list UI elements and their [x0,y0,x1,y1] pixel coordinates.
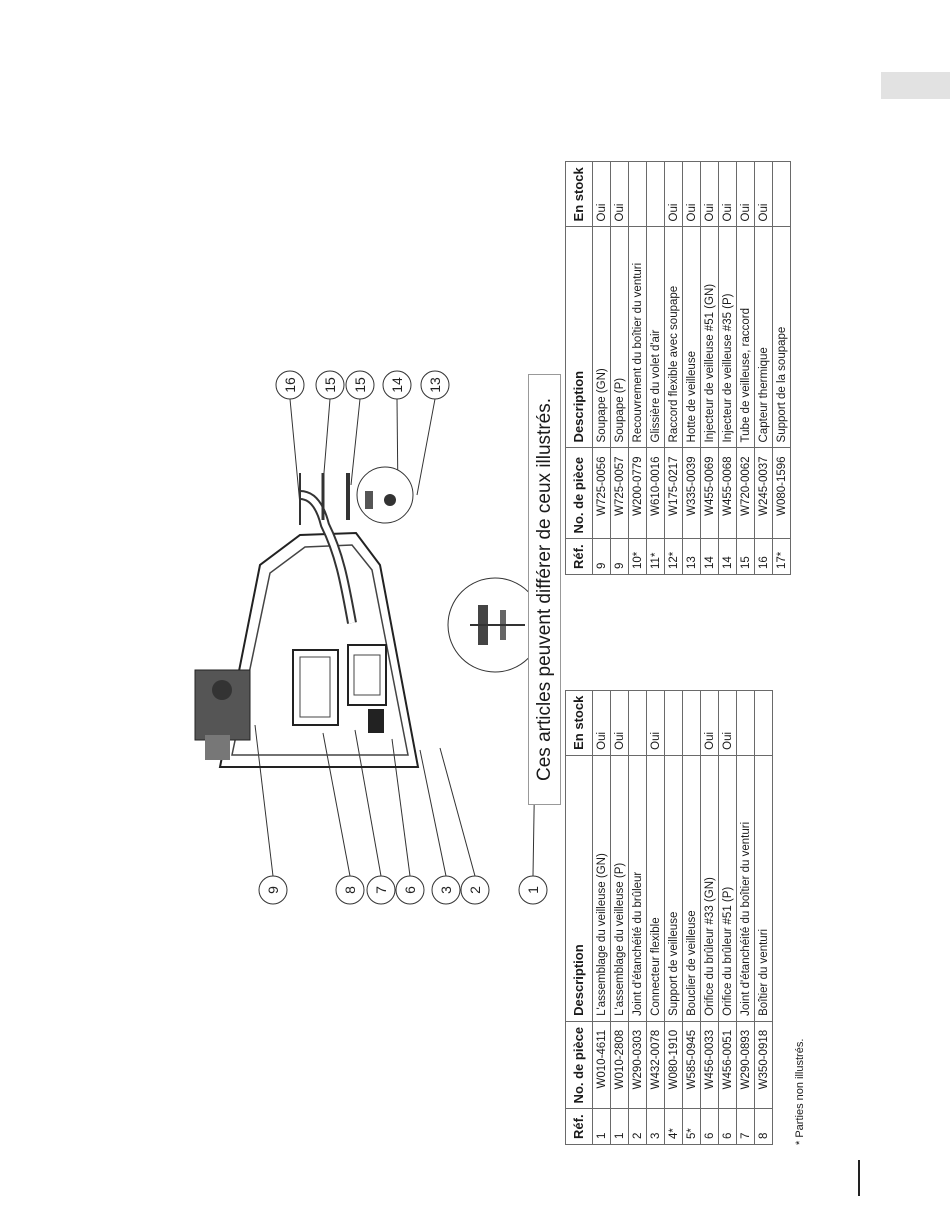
cell-description: Recouvrement du boîtier du venturi [629,227,647,448]
table-row [611,162,629,575]
venturi-box [293,650,338,725]
cell-ref: 7 [737,1109,755,1145]
cell-in-stock: Oui [701,162,719,227]
cell-ref: 10* [629,539,647,575]
cell-ref: 8 [755,1109,773,1145]
cell-in-stock [629,690,647,755]
cell-in-stock: Oui [755,162,773,227]
cell-part-number: W080-1910 [665,1021,683,1109]
cell-ref: 13 [683,539,701,575]
table-row [683,162,701,575]
cell-ref: 9 [611,539,629,575]
table-row [701,690,719,1144]
cell-description: Connecteur flexible [647,755,665,1021]
svg-text:2: 2 [467,886,483,894]
parts-table-right [565,161,791,575]
cell-ref: 4* [665,1109,683,1145]
cell-description: Orifice du brûleur #33 (GN) [701,755,719,1021]
page-number-rule [858,1160,860,1196]
cell-in-stock [737,690,755,755]
callout-9 [255,725,287,904]
cell-description: Support de la soupape [773,227,791,448]
exploded-parts-diagram [140,45,560,1145]
cell-part-number: W455-0069 [701,448,719,539]
cell-part-number: W080-1596 [773,448,791,539]
cell-in-stock: Oui [665,162,683,227]
cell-description: Joint d'étanchéité du boîtier du venturi [737,755,755,1021]
cell-ref: 3 [647,1109,665,1145]
cell-in-stock: Oui [611,690,629,755]
svg-text:14: 14 [389,377,405,393]
cell-ref: 1 [611,1109,629,1145]
table-row [755,690,773,1144]
cell-in-stock: Oui [719,690,737,755]
cell-part-number: W725-0056 [593,448,611,539]
cell-in-stock [647,162,665,227]
gas-valve [195,670,250,760]
cell-part-number: W610-0016 [647,448,665,539]
callout-15b [316,371,344,485]
cell-in-stock [629,162,647,227]
cell-part-number: W245-0037 [755,448,773,539]
cell-description: Tube de veilleuse, raccord [737,227,755,448]
flexible-connector [300,495,352,623]
cell-part-number: W010-2808 [611,1021,629,1109]
table-row [647,162,665,575]
cell-in-stock: Oui [701,690,719,755]
cell-description: Injecteur de veilleuse #51 (GN) [701,227,719,448]
cell-in-stock [773,162,791,227]
cell-in-stock: Oui [647,690,665,755]
table-row [737,690,755,1144]
cell-in-stock [755,690,773,755]
cell-description: Hotte de veilleuse [683,227,701,448]
callout-13 [417,371,449,495]
table-row [737,162,755,575]
cell-part-number: W456-0033 [701,1021,719,1109]
table-row [719,690,737,1144]
rotated-content [265,45,950,1145]
callout-15a [346,371,374,485]
cell-in-stock: Oui [683,162,701,227]
table-row [629,690,647,1144]
cell-part-number: W290-0893 [737,1021,755,1109]
table-row [593,162,611,575]
table-row [755,162,773,575]
cell-part-number: W200-0779 [629,448,647,539]
svg-text:13: 13 [427,377,443,393]
callout-8 [323,733,364,904]
cell-description: Joint d'étanchéité du brûleur [629,755,647,1021]
callout-3 [420,750,460,904]
cell-ref: 14 [701,539,719,575]
cell-part-number: W350-0918 [755,1021,773,1109]
table-row [719,162,737,575]
svg-text:7: 7 [373,886,389,894]
svg-text:3: 3 [438,886,454,894]
table-row [683,690,701,1144]
caption-text: Ces articles peuvent différer de ceux illustrés. [533,398,555,781]
cell-ref: 12* [665,539,683,575]
table-header-row [566,162,593,575]
cell-ref: 16 [755,539,773,575]
svg-text:6: 6 [402,886,418,894]
cell-description: Glissière du volet d'air [647,227,665,448]
header-in-stock: En stock [566,162,593,227]
cell-description: Orifice du brûleur #51 (P) [719,755,737,1021]
table-row [665,162,683,575]
cell-part-number: W010-4611 [593,1021,611,1109]
cell-in-stock: Oui [737,162,755,227]
parts-table-left [565,690,773,1145]
svg-text:15: 15 [352,377,368,393]
cell-description: Bouclier de veilleuse [683,755,701,1021]
cell-in-stock: Oui [593,690,611,755]
footnote: * Parties non illustrés. [794,1038,806,1145]
header-description: Description [566,755,593,1021]
cell-in-stock [665,690,683,755]
cell-in-stock [683,690,701,755]
cell-description: Raccord flexible avec soupape [665,227,683,448]
svg-text:15: 15 [322,377,338,393]
disclaimer-caption [528,374,561,805]
cell-description: Soupape (GN) [593,227,611,448]
cell-description: Capteur thermique [755,227,773,448]
cell-description: Injecteur de veilleuse #35 (P) [719,227,737,448]
pilot-components [300,467,413,525]
table-row [593,690,611,1144]
cell-description: Soupape (P) [611,227,629,448]
cell-part-number: W175-0217 [665,448,683,539]
table-header-row [566,690,593,1144]
cell-description: L'assemblage du veilleuse (P) [611,755,629,1021]
venturi-gasket [348,645,386,733]
cell-part-number: W432-0078 [647,1021,665,1109]
table-row [665,690,683,1144]
header-in-stock: En stock [566,690,593,755]
cell-part-number: W290-0303 [629,1021,647,1109]
cell-in-stock: Oui [593,162,611,227]
table-row [773,162,791,575]
cell-part-number: W335-0039 [683,448,701,539]
callout-label: 1 [525,886,541,894]
svg-text:16: 16 [282,377,298,393]
table-row [647,690,665,1144]
cell-in-stock: Oui [611,162,629,227]
table-row [701,162,719,575]
cell-ref: 15 [737,539,755,575]
callout-7 [355,730,395,904]
cell-ref: 17* [773,539,791,575]
cell-description: Support de veilleuse [665,755,683,1021]
header-part-number: No. de pièce [566,1021,593,1109]
cell-part-number: W585-0945 [683,1021,701,1109]
cell-part-number: W455-0068 [719,448,737,539]
cell-part-number: W720-0062 [737,448,755,539]
cell-description: L'assemblage du veilleuse (GN) [593,755,611,1021]
table-row [629,162,647,575]
cell-ref: 14 [719,539,737,575]
cell-in-stock: Oui [719,162,737,227]
cell-ref: 9 [593,539,611,575]
header-ref: Réf. [566,539,593,575]
header-ref: Réf. [566,1109,593,1145]
cell-part-number: W456-0051 [719,1021,737,1109]
cell-description: Boîtier du venturi [755,755,773,1021]
cell-ref: 11* [647,539,665,575]
svg-text:8: 8 [342,886,358,894]
cell-ref: 2 [629,1109,647,1145]
cell-part-number: W725-0057 [611,448,629,539]
callout-6 [392,739,424,904]
cell-ref: 6 [719,1109,737,1145]
cell-ref: 1 [593,1109,611,1145]
header-description: Description [566,227,593,448]
cell-ref: 6 [701,1109,719,1145]
table-row [611,690,629,1144]
header-part-number: No. de pièce [566,448,593,539]
svg-text:9: 9 [265,886,281,894]
cell-ref: 5* [683,1109,701,1145]
